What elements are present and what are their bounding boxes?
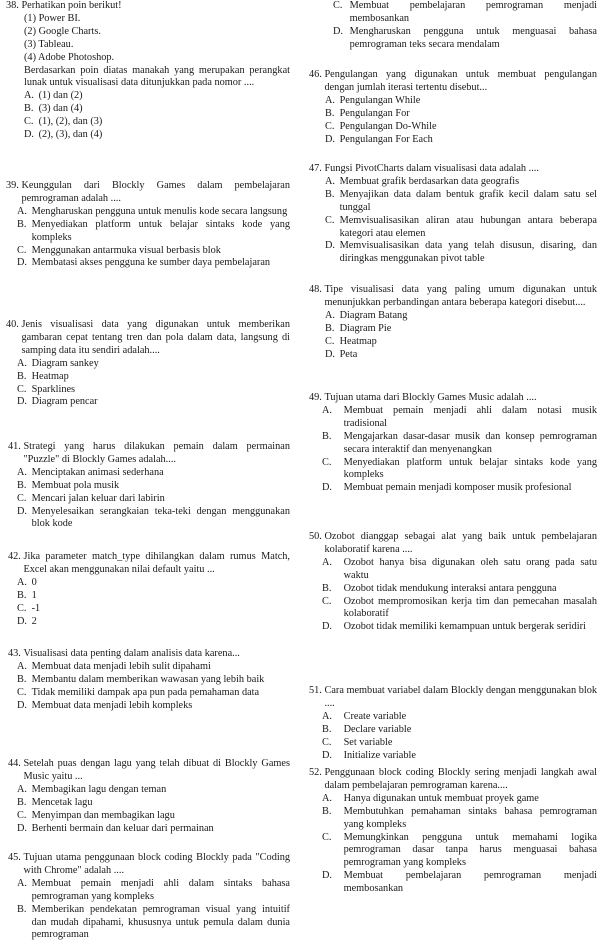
option-text: Mencari jalan keluar dari labirin xyxy=(31,492,165,504)
option-label: A. xyxy=(17,660,28,672)
option-label: C. xyxy=(333,0,343,11)
option-a[interactable] xyxy=(6,577,290,590)
question-42 xyxy=(6,551,290,628)
option-text: Tidak memiliki dampak apa pun pada pemahaman data xyxy=(31,686,260,698)
option-b[interactable] xyxy=(309,806,597,832)
option-text: 2 xyxy=(31,615,37,627)
option-a[interactable] xyxy=(309,711,597,724)
question-number: 44. xyxy=(8,758,21,769)
option-b[interactable] xyxy=(309,189,597,215)
option-label: C. xyxy=(17,602,27,614)
option-text: Menyimpan dan membagikan lagu xyxy=(31,809,175,821)
option-label: C. xyxy=(17,686,27,698)
option-label: B. xyxy=(17,479,27,491)
option-label: D. xyxy=(333,25,344,37)
option-d[interactable] xyxy=(309,482,597,495)
option-label: B. xyxy=(325,322,335,334)
option-label: B. xyxy=(17,796,27,808)
option-label: A. xyxy=(17,877,28,889)
option-label: C. xyxy=(17,244,27,256)
option-label: D. xyxy=(325,348,336,360)
option-label: B. xyxy=(322,723,332,735)
option-label: D. xyxy=(17,822,28,834)
option-d[interactable] xyxy=(6,823,290,836)
option-text: Memberikan pendekatan pemrograman visual yang intuitif dan mudah dipahami, khususnya untuk pemula dalam dunia pemrograman xyxy=(31,903,290,941)
option-label: A. xyxy=(17,783,28,795)
option-a[interactable] xyxy=(309,176,597,189)
question-40 xyxy=(6,319,290,409)
question-stem: Penggunaan block coding Blockly sering menjadi langkah awal dalam pembelajaran pemrograman karena.... xyxy=(324,767,597,791)
option-text: Menyajikan data dalam bentuk grafik kecil dalam satu sel tunggal xyxy=(339,188,597,213)
option-a[interactable] xyxy=(309,557,597,583)
option-label: A. xyxy=(325,94,336,106)
option-text: Pengulangan For xyxy=(339,107,410,119)
option-label: B. xyxy=(322,582,332,594)
option-label: C. xyxy=(322,456,332,468)
option-label: B. xyxy=(17,218,27,230)
option-b[interactable] xyxy=(6,480,290,493)
question-46 xyxy=(309,69,597,146)
option-label: C. xyxy=(325,120,335,132)
option-text: Pengulangan While xyxy=(339,94,421,106)
option-text: Membuat pembelajaran pemrograman menjadi membosankan xyxy=(349,0,597,24)
option-text: Memungkinkan pengguna untuk memahami logika pemrograman dasar tanpa harus menguasai bahasa pemrograman yang kompleks xyxy=(343,831,597,869)
option-text: Pengulangan Do-While xyxy=(339,120,437,132)
option-text: Membuat pembelajaran pemrograman menjadi membosankan xyxy=(343,870,597,895)
option-label: B. xyxy=(322,805,332,817)
option-a[interactable] xyxy=(6,358,290,371)
option-text: Menyediakan platform untuk belajar sintaks kode yang kompleks xyxy=(31,218,290,243)
question-number: 51. xyxy=(309,685,322,696)
option-text: Menyelesaikan serangkaian teka-teki dengan menggunakan blok kode xyxy=(31,505,290,530)
option-text: Diagram Pie xyxy=(339,322,392,334)
question-number: 45. xyxy=(8,852,21,863)
option-a[interactable] xyxy=(6,878,290,904)
option-text: Mengharuskan pengguna untuk menguasai bahasa pemrograman teks secara mendalam xyxy=(349,25,597,50)
option-a[interactable] xyxy=(6,467,290,480)
question-stem: Ozobot dianggap sebagai alat yang baik untuk pembelajaran kolaboratif karena .... xyxy=(324,531,597,555)
option-b[interactable] xyxy=(309,583,597,596)
option-a[interactable] xyxy=(309,405,597,431)
option-c[interactable] xyxy=(309,0,597,26)
option-label: D. xyxy=(17,505,28,517)
option-text: Peta xyxy=(339,348,358,360)
option-label: B. xyxy=(322,430,332,442)
option-label: B. xyxy=(17,589,27,601)
option-text: Heatmap xyxy=(339,335,377,347)
option-d[interactable] xyxy=(6,700,290,713)
option-label: C. xyxy=(24,116,34,128)
option-label: C. xyxy=(17,383,27,395)
option-c[interactable] xyxy=(6,493,290,506)
option-text: Berhenti bermain dan keluar dari permainan xyxy=(31,822,214,834)
option-label: C. xyxy=(322,831,332,843)
option-label: D. xyxy=(322,749,333,761)
question-41 xyxy=(6,441,290,531)
item-list xyxy=(6,13,290,65)
option-d[interactable] xyxy=(309,621,597,634)
option-text: Membuat data menjadi lebih kompleks xyxy=(31,699,193,711)
question-number: 47. xyxy=(309,163,322,174)
question-45 xyxy=(6,852,290,942)
option-label: B. xyxy=(17,370,27,382)
option-c[interactable] xyxy=(309,457,597,483)
option-c[interactable] xyxy=(6,603,290,616)
question-stem: Strategi yang harus dilakukan pemain dalam permainan "Puzzle" di Blockly Games adalah.... xyxy=(23,441,290,465)
option-text: Membantu dalam memberikan wawasan yang lebih baik xyxy=(31,673,265,685)
option-b[interactable] xyxy=(6,590,290,603)
option-text: Membatasi akses pengguna ke sumber daya pembelajaran xyxy=(31,257,271,269)
question-50 xyxy=(309,531,597,634)
question-stem: Perhatikan poin berikut! xyxy=(21,0,122,11)
option-text: Ozobot tidak memiliki kemampuan untuk bergerak seridiri xyxy=(343,621,586,633)
question-stem: Tipe visualisasi data yang paling umum digunakan untuk menunjukkan perbandingan antara beberapa kategori disebut.... xyxy=(324,284,597,308)
option-text: Declare variable xyxy=(343,723,412,735)
option-text: Ozobot tidak mendukung interaksi antara pengguna xyxy=(343,582,557,594)
option-text: Heatmap xyxy=(31,370,69,382)
option-label: D. xyxy=(17,396,28,408)
option-label: C. xyxy=(17,492,27,504)
question-number: 48. xyxy=(309,284,322,295)
option-d[interactable] xyxy=(6,396,290,409)
option-label: B. xyxy=(17,903,27,915)
question-note: Berdasarkan poin diatas manakah yang merupakan perangkat lunak untuk visualisasi data ditunjukkan pada nomor .... xyxy=(24,64,290,89)
option-label: C. xyxy=(325,335,335,347)
option-b[interactable] xyxy=(309,724,597,737)
question-stem: Tujuan utama penggunaan block coding Blockly pada "Coding with Chrome" adalah .... xyxy=(23,852,290,876)
option-c[interactable] xyxy=(309,737,597,750)
option-a[interactable] xyxy=(6,661,290,674)
option-text: Menyediakan platform untuk belajar sintaks kode yang kompleks xyxy=(343,456,597,481)
list-item: (2) Google Charts. xyxy=(24,25,101,37)
option-d[interactable] xyxy=(309,349,597,362)
option-d[interactable] xyxy=(6,257,290,270)
question-stem: Pengulangan yang digunakan untuk membuat pengulangan dengan jumlah iterasi tertentu disebut... xyxy=(324,69,597,93)
option-b[interactable] xyxy=(309,431,597,457)
question-44 xyxy=(6,758,290,835)
option-text: Membuat pemain menjadi ahli dalam notasi musik tradisional xyxy=(343,404,597,429)
option-d[interactable] xyxy=(6,616,290,629)
question-number: 38. xyxy=(6,0,19,11)
question-number: 50. xyxy=(309,531,322,542)
option-a[interactable] xyxy=(309,95,597,108)
option-label: A. xyxy=(17,357,28,369)
option-a[interactable] xyxy=(309,793,597,806)
question-stem: Jenis visualisasi data yang digunakan untuk memberikan gambaran cepat tentang tren dan pola dalam data, langsung di samping data itu sendiri adalah.... xyxy=(21,319,290,356)
option-c[interactable] xyxy=(6,384,290,397)
option-text: Membuat pola musik xyxy=(31,479,120,491)
option-text: Membuat pemain menjadi komposer musik profesional xyxy=(343,482,572,494)
question-51 xyxy=(309,685,597,762)
question-47 xyxy=(309,163,597,266)
question-stem: Visualisasi data penting dalam analisis data karena... xyxy=(23,648,240,659)
question-number: 41. xyxy=(8,441,21,452)
option-text: Membutuhkan pemahaman sintaks bahasa pemrograman yang kompleks xyxy=(343,805,597,830)
option-d[interactable] xyxy=(309,26,597,52)
option-text: 0 xyxy=(31,576,37,588)
option-label: A. xyxy=(322,710,333,722)
option-text: (2), (3), dan (4) xyxy=(38,129,103,141)
option-text: Membuat pemain menjadi ahli dalam sintaks bahasa pemrograman yang kompleks xyxy=(31,877,290,902)
option-a[interactable] xyxy=(6,90,290,103)
option-b[interactable] xyxy=(6,103,290,116)
option-label: D. xyxy=(322,870,333,882)
option-label: A. xyxy=(325,309,336,321)
option-text: 1 xyxy=(31,589,37,601)
option-d[interactable] xyxy=(6,129,290,142)
option-d[interactable] xyxy=(309,240,597,266)
question-38 xyxy=(6,0,290,142)
option-label: D. xyxy=(17,699,28,711)
option-text: -1 xyxy=(31,602,41,614)
option-d[interactable] xyxy=(309,134,597,147)
option-label: A. xyxy=(322,404,333,416)
option-c[interactable] xyxy=(309,215,597,241)
question-48 xyxy=(309,284,597,361)
option-text: (1), (2), dan (3) xyxy=(38,116,103,128)
option-text: (1) dan (2) xyxy=(38,90,83,102)
question-number: 46. xyxy=(309,69,322,80)
option-label: D. xyxy=(24,129,35,141)
option-b[interactable] xyxy=(6,674,290,687)
option-text: Menggunakan antarmuka visual berbasis blok xyxy=(31,244,221,256)
option-d[interactable] xyxy=(309,750,597,763)
question-stem: Jika parameter match_type dihilangkan dalam rumus Match, Excel akan menggunakan nilai default yaitu ... xyxy=(23,551,290,575)
question-stem: Fungsi PivotCharts dalam visualisasi data adalah .... xyxy=(324,163,539,174)
option-label: D. xyxy=(322,482,333,494)
option-label: D. xyxy=(325,240,336,252)
question-stem: Keunggulan dari Blockly Games dalam pembelajaran pemrograman adalah .... xyxy=(21,180,290,204)
option-c[interactable] xyxy=(6,245,290,258)
question-45-continued xyxy=(309,0,597,52)
question-stem: Cara membuat variabel dalam Blockly dengan menggunakan blok .... xyxy=(324,685,597,709)
option-c[interactable] xyxy=(6,687,290,700)
question-number: 40. xyxy=(6,319,19,330)
option-text: Mengajarkan dasar-dasar musik dan konsep pemrograman secara interaktif dan menyenangkan xyxy=(343,430,597,455)
question-number: 43. xyxy=(8,648,21,659)
option-b[interactable] xyxy=(309,323,597,336)
option-text: Create variable xyxy=(343,710,407,722)
option-text: Menciptakan animasi sederhana xyxy=(31,466,164,478)
option-text: Hanya digunakan untuk membuat proyek game xyxy=(343,792,539,804)
option-b[interactable] xyxy=(6,219,290,245)
option-b[interactable] xyxy=(309,108,597,121)
question-number: 52. xyxy=(309,767,322,778)
question-49 xyxy=(309,392,597,495)
list-item: (1) Power BI. xyxy=(24,12,81,24)
option-label: D. xyxy=(17,257,28,269)
question-43 xyxy=(6,648,290,713)
option-text: Diagram pencar xyxy=(31,396,98,408)
option-text: Set variable xyxy=(343,736,393,748)
option-label: A. xyxy=(17,576,28,588)
list-item: (3) Tableau. xyxy=(24,38,74,50)
option-text: Ozobot hanya bisa digunakan oleh satu orang pada satu waktu xyxy=(343,556,597,581)
option-label: A. xyxy=(17,205,28,217)
option-text: Mengharuskan pengguna untuk menulis kode secara langsung xyxy=(31,205,288,217)
question-39 xyxy=(6,180,290,270)
option-a[interactable] xyxy=(6,784,290,797)
option-c[interactable] xyxy=(309,336,597,349)
option-label: A. xyxy=(17,466,28,478)
option-b[interactable] xyxy=(6,904,290,943)
question-52 xyxy=(309,767,597,896)
option-text: Initialize variable xyxy=(343,749,416,761)
option-a[interactable] xyxy=(309,310,597,323)
option-label: C. xyxy=(322,736,332,748)
option-label: C. xyxy=(17,809,27,821)
option-d[interactable] xyxy=(6,506,290,532)
option-c[interactable] xyxy=(6,116,290,129)
option-text: Membuat grafik berdasarkan data geografis xyxy=(339,175,520,187)
option-d[interactable] xyxy=(309,870,597,896)
option-label: B. xyxy=(17,673,27,685)
list-item: (4) Adobe Photoshop. xyxy=(24,51,115,63)
option-label: D. xyxy=(325,133,336,145)
option-text: Ozobot mempromosikan kerja tim dan pemecahan masalah kolaboratif xyxy=(343,595,597,620)
option-text: (3) dan (4) xyxy=(38,103,83,115)
option-label: B. xyxy=(325,188,335,200)
question-number: 42. xyxy=(8,551,21,562)
option-text: Membagikan lagu dengan teman xyxy=(31,783,167,795)
question-stem: Tujuan utama dari Blockly Games Music adalah .... xyxy=(324,392,537,403)
option-c[interactable] xyxy=(6,810,290,823)
option-label: C. xyxy=(322,595,332,607)
option-c[interactable] xyxy=(309,832,597,871)
option-text: Membuat data menjadi lebih sulit dipahami xyxy=(31,660,211,672)
option-label: A. xyxy=(24,90,35,102)
question-stem: Setelah puas dengan lagu yang telah dibuat di Blockly Games Music yaitu ... xyxy=(23,758,290,782)
option-text: Diagram Batang xyxy=(339,309,408,321)
option-c[interactable] xyxy=(309,121,597,134)
option-label: B. xyxy=(24,103,34,115)
option-a[interactable] xyxy=(6,206,290,219)
option-text: Diagram sankey xyxy=(31,357,99,369)
option-label: C. xyxy=(325,214,335,226)
option-c[interactable] xyxy=(309,596,597,622)
option-text: Pengulangan For Each xyxy=(339,133,433,145)
option-label: D. xyxy=(322,621,333,633)
option-label: A. xyxy=(322,556,333,568)
option-b[interactable] xyxy=(6,371,290,384)
question-number: 39. xyxy=(6,180,19,191)
option-text: Sparklines xyxy=(31,383,76,395)
option-b[interactable] xyxy=(6,797,290,810)
question-number: 49. xyxy=(309,392,322,403)
option-text: Mencetak lagu xyxy=(31,796,93,808)
option-text: Memvisualisasikan data yang telah disusun, disaring, dan diringkas menggunakan pivot table xyxy=(339,240,597,265)
option-label: D. xyxy=(17,615,28,627)
option-label: A. xyxy=(322,792,333,804)
option-text: Memvisualisasikan aliran atau hubungan antara beberapa kategori atau elemen xyxy=(339,214,597,239)
option-label: B. xyxy=(325,107,335,119)
option-label: A. xyxy=(325,175,336,187)
